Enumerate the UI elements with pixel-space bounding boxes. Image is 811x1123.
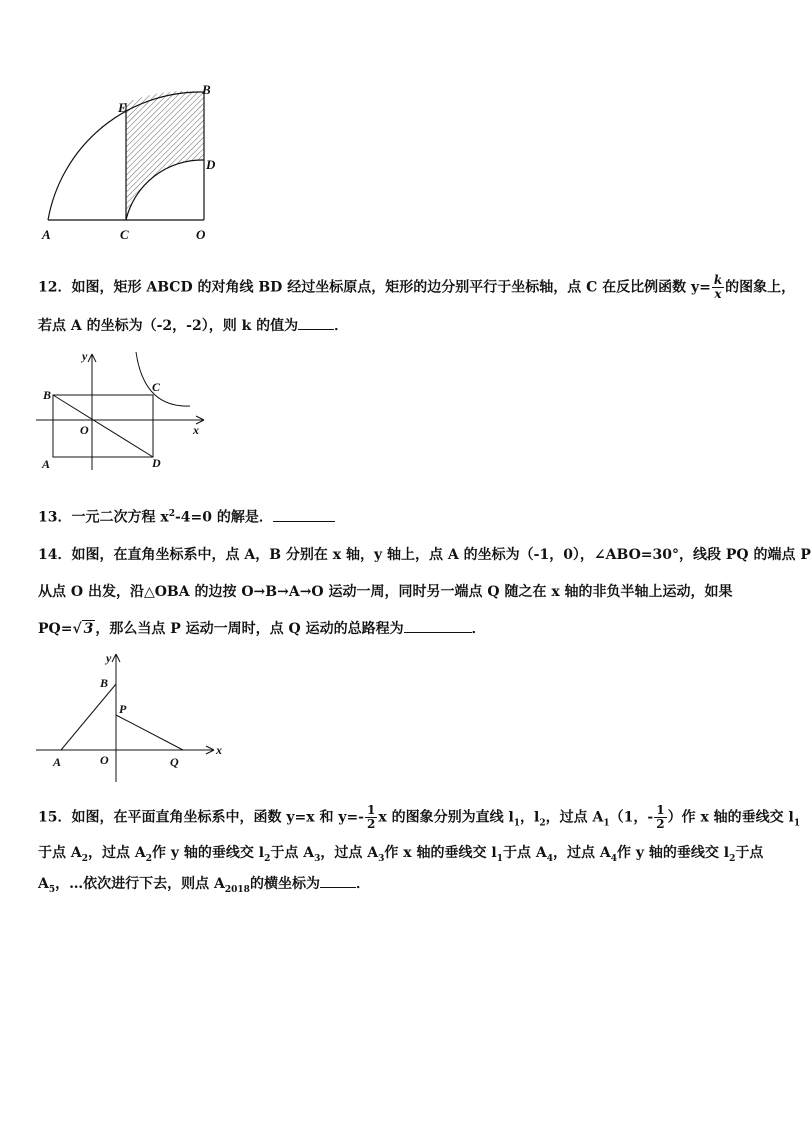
q15-text: 于点 A [502, 845, 547, 861]
label-y: y [106, 651, 112, 665]
frac-numerator: 1 [367, 803, 376, 817]
answer-blank[interactable] [320, 873, 356, 888]
q15-text: 于点 A [38, 845, 82, 861]
label-B: B [100, 676, 109, 690]
q15-text: 于点 A [270, 845, 315, 861]
subscript: 2 [145, 853, 153, 864]
q15-text: ，过点 A [88, 845, 146, 861]
q15-text-1e: （1，- [609, 809, 654, 826]
label-C: C [152, 380, 161, 394]
q12-text-a: 12．如图，矩形 ABCD 的对角线 BD 经过坐标原点，矩形的边分别平行于坐标轴，点 C 在反比例函数 y= [38, 279, 711, 296]
q13-text-a: 13．一元二次方程 x [38, 509, 169, 526]
q13-line [38, 504, 335, 528]
fraction-1-2 [365, 804, 377, 831]
subscript: 2 [264, 853, 271, 864]
q15-line2 [38, 843, 763, 869]
frac-numerator: k [713, 273, 723, 287]
frac-numerator: 1 [656, 803, 665, 817]
label-P: P [119, 702, 127, 716]
q15-text-1a: 15．如图，在平面直角坐标系中，函数 y=x 和 y=- [38, 809, 364, 826]
label-B: B [202, 82, 211, 97]
fraction-k-over-x [712, 274, 724, 301]
hyperbola-curve [136, 352, 190, 406]
sqrt-radicand: 3 [83, 621, 94, 637]
segment-PQ [116, 715, 183, 750]
label-x: x [193, 423, 199, 437]
q15-text-1b: x 的图象分别为直线 l [378, 809, 514, 826]
label-x: x [216, 743, 222, 757]
subscript: 1 [513, 818, 521, 829]
q12-line2 [38, 315, 348, 336]
q12-text-c: 若点 A 的坐标为（-2，-2），则 k 的值为 [38, 318, 299, 334]
subscript: 5 [48, 884, 56, 895]
figure-q11 [38, 82, 228, 247]
q15-line1 [38, 804, 800, 833]
label-Q: Q [170, 755, 179, 769]
q14-text-end: ． [471, 621, 486, 637]
label-O: O [80, 423, 89, 437]
fraction-1-2 [654, 804, 666, 831]
answer-blank[interactable] [273, 507, 335, 522]
q14-text-2: 从点 O 出发，沿△OBA 的边按 O→B→A→O 运动一周，同时另一端点 Q 随之在 x 轴的非负半轴上运动，如果 [38, 584, 733, 600]
q13-exponent: 2 [168, 509, 175, 519]
subscript: 2 [729, 853, 736, 864]
answer-blank[interactable] [404, 618, 472, 633]
label-D: D [152, 456, 161, 470]
q14-line2 [38, 582, 733, 602]
q15-text-end: ． [355, 876, 370, 892]
answer-blank[interactable] [298, 315, 334, 330]
q15-text: 的横坐标为 [249, 876, 320, 892]
q15-text-1c: ，l [520, 809, 540, 826]
subscript: 2 [81, 853, 89, 864]
frac-denominator: 2 [367, 817, 376, 831]
subscript: 2 [539, 818, 546, 829]
label-y: y [82, 349, 88, 363]
label-C: C [120, 227, 129, 242]
subscript: 1 [603, 818, 610, 829]
figure-q12 [36, 348, 212, 472]
label-B: B [43, 388, 52, 402]
label-A: A [53, 755, 62, 769]
q14-text-1: 14．如图，在直角坐标系中，点 A，B 分别在 x 轴，y 轴上，点 A 的坐标为（-1，0），∠ABO=30°，线段 PQ 的端点 P [38, 547, 811, 563]
label-O: O [196, 227, 206, 242]
subscript: 3 [378, 853, 385, 864]
sqrt-3: √ 3 [72, 621, 94, 637]
segment-AB [61, 684, 116, 750]
frac-denominator: 2 [656, 817, 665, 831]
q15-line3 [38, 873, 370, 900]
q15-text: A [38, 876, 49, 892]
q12-text-b: 的图象上， [725, 279, 796, 296]
q14-text-3a: PQ= [38, 621, 73, 637]
q14-line1 [38, 545, 811, 565]
label-D: D [206, 157, 216, 172]
q15-text: ，过点 A [320, 845, 379, 861]
diagonal-BD [53, 395, 153, 457]
q15-text-1f: ）作 x 轴的垂线交 l [667, 809, 794, 826]
q14-text-3b: ，那么当点 P 运动一周时，点 Q 运动的总路程为 [95, 621, 404, 637]
q15-text: ，…依次进行下去，则点 A [55, 876, 225, 892]
subscript: 1 [496, 853, 503, 864]
frac-denominator: x [714, 287, 722, 301]
q15-text: 作 y 轴的垂线交 l [617, 845, 730, 861]
label-A: A [42, 457, 51, 471]
q14-line3 [38, 618, 486, 639]
q15-text: ，过点 A [552, 845, 611, 861]
label-A: A [42, 227, 51, 242]
q12-line1 [38, 274, 795, 301]
label-E: E [118, 100, 127, 115]
subscript: 1 [793, 818, 801, 829]
subscript: 2018 [224, 884, 250, 895]
q15-text: 于点 [735, 845, 764, 861]
subscript: 3 [314, 853, 321, 864]
q12-text-end: ． [334, 318, 349, 334]
q15-text: 作 x 轴的垂线交 l [384, 845, 497, 861]
q15-text-1d: ，过点 A [545, 809, 604, 826]
shaded-region [126, 91, 204, 220]
q13-text-b: -4=0 的解是． [174, 509, 273, 526]
subscript: 4 [546, 853, 553, 864]
label-O: O [100, 753, 109, 767]
figure-q14 [36, 650, 228, 782]
q15-text: 作 y 轴的垂线交 l [152, 845, 265, 861]
subscript: 4 [610, 853, 617, 864]
